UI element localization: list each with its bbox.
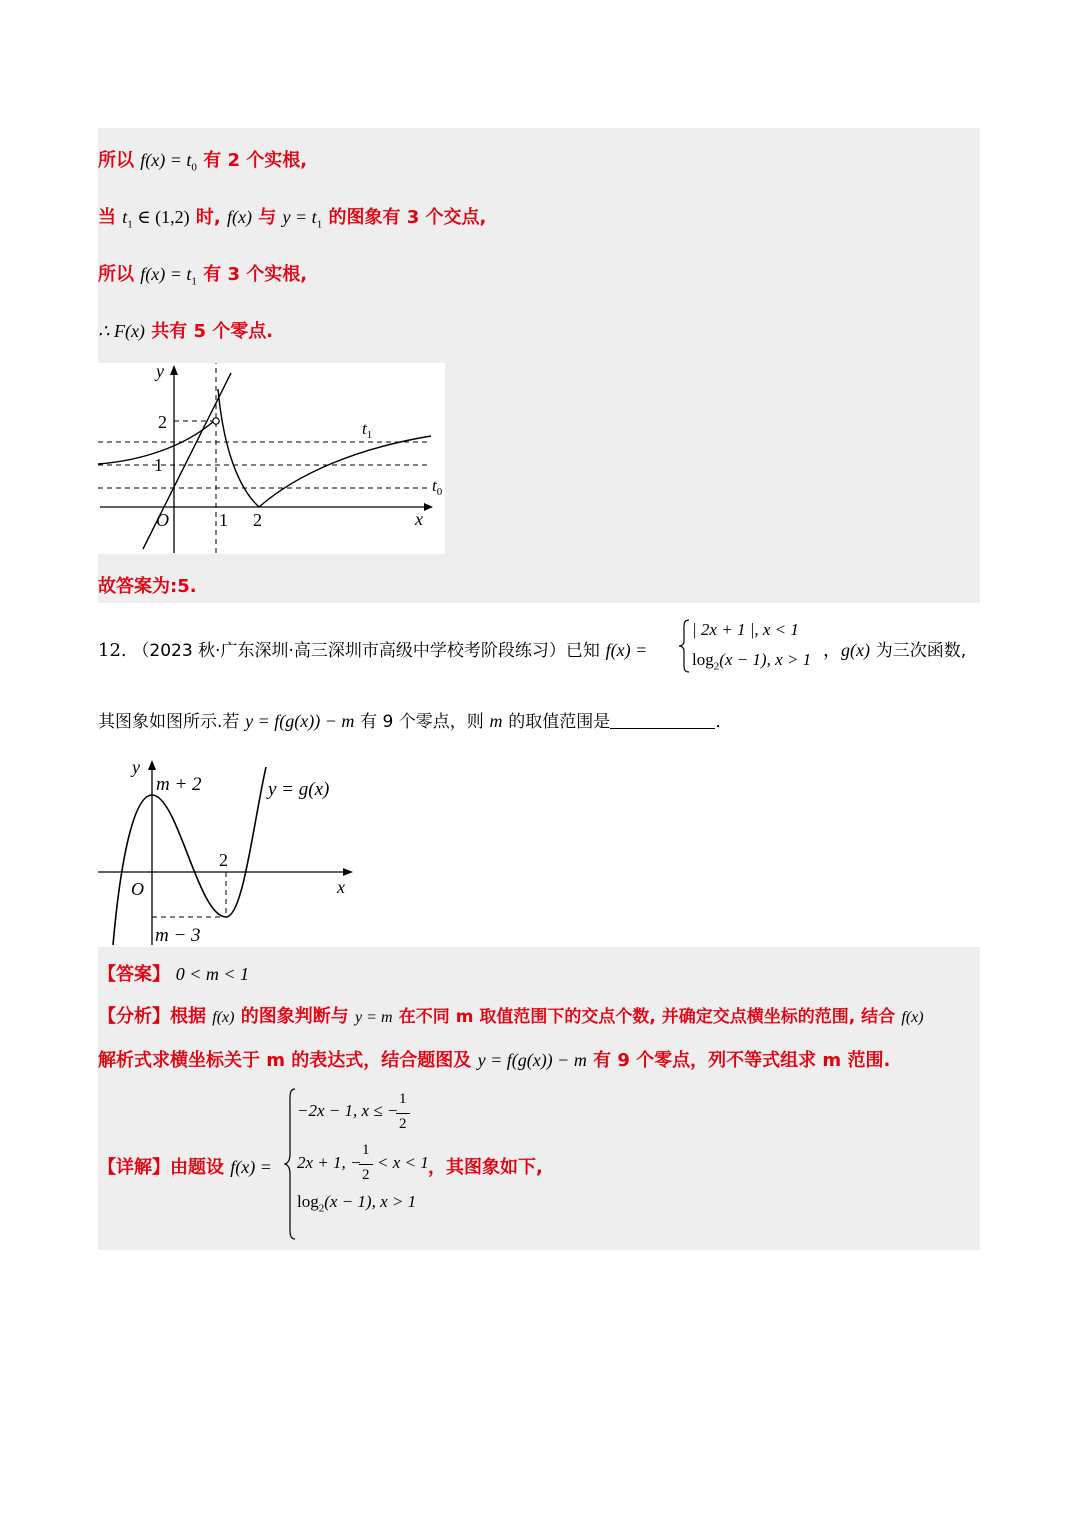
problem-12-line-1: 12. （2023 秋·广东深圳·高三深圳市高级中学校考阶段练习）已知 f(x) =	[98, 640, 648, 661]
answer-block	[98, 947, 980, 1250]
detail-frac-1-num: 1	[399, 1091, 407, 1107]
problem-number: 12.	[98, 640, 127, 661]
label-two: 2	[219, 850, 228, 870]
tick-y-2: 2	[158, 412, 167, 432]
problem-source: （2023 秋·广东深圳·高三深圳市高级中学校考阶段练习）已知	[132, 641, 600, 661]
label-y: y	[156, 363, 164, 381]
detail-frac-1-den: 2	[399, 1116, 407, 1132]
f-piece-2: $\log_2(x - 1)$, x > 1	[692, 650, 812, 673]
tick-x-1: 1	[219, 510, 228, 530]
label-x: x	[415, 509, 423, 529]
label-curve: y = g(x)	[268, 779, 330, 800]
answer-line: 【答案】 0 < m < 1	[98, 964, 250, 985]
label-origin: O	[131, 879, 144, 899]
answer-blank	[610, 728, 715, 729]
f-piece-1: | 2x + 1 |, x < 1	[692, 620, 799, 639]
open-point	[213, 418, 219, 424]
y-axis-arrow	[148, 760, 156, 770]
x-axis-arrow	[343, 868, 353, 876]
detail-frac-2-num: 1	[362, 1142, 370, 1158]
figure-g-cubic	[98, 755, 358, 947]
solution-line-3: 所以 $f(x) = t_1$ 有 3 个实根,	[98, 264, 308, 288]
solution-line-1: 所以 $f(x) = t_0$ 有 2 个实根,	[98, 150, 308, 174]
piecewise-brace-f	[678, 619, 690, 673]
tick-x-2: 2	[253, 510, 262, 530]
tick-y-1: 1	[154, 455, 163, 475]
problem-12-line-1b: ，g(x) 为三次函数,	[823, 640, 967, 661]
problem-12-line-2: 其图象如图所示.若 y = f(g(x)) − m 有 9 个零点，则 m 的取值范围是 .	[98, 711, 721, 732]
analysis-line-1: 【分析】根据 f(x) 的图象判断与 y = m 在不同 m 取值范围下的交点个数, 并确定交点横坐标的范围, 结合 f(x)	[98, 1006, 924, 1027]
detail-frac-1-bar	[396, 1113, 410, 1114]
answer-prev: 故答案为:5.	[98, 576, 197, 597]
solution-line-2: 当 $t_1$ ∈ (1,2) 时, f(x) 与 $y = t_1$ 的图象有 3 个交点,	[98, 207, 487, 231]
analysis-line-2: 解析式求横坐标关于 m 的表达式，结合题图及 y = f(g(x)) − m 有 9 个零点，列不等式组求 m 范围.	[98, 1050, 891, 1071]
solution-line-4: ∴ F(x) 共有 5 个零点.	[98, 321, 274, 342]
label-t1: $t_1$	[362, 419, 373, 441]
piecewise-brace-detail	[284, 1088, 296, 1240]
figure-f-intersections	[98, 363, 445, 554]
detail-frac-2-bar	[359, 1164, 373, 1165]
label-min: m − 3	[155, 925, 201, 946]
label-x: x	[337, 877, 345, 897]
label-t0: $t_0$	[432, 476, 443, 498]
label-max: m + 2	[156, 774, 202, 795]
detail-piece-1: −2x − 1, x ≤ −	[297, 1101, 399, 1120]
detail-line: 【详解】由题设 f(x) =	[98, 1157, 272, 1178]
detail-piece-2a: 2x + 1, −	[297, 1153, 362, 1172]
detail-post: ，其图象如下,	[428, 1157, 543, 1178]
label-origin: O	[156, 510, 169, 530]
detail-frac-2-den: 2	[362, 1167, 370, 1183]
detail-piece-2b: < x < 1	[377, 1153, 429, 1172]
label-y: y	[132, 757, 140, 777]
detail-piece-3: $\log_2(x - 1)$, x > 1	[297, 1192, 417, 1215]
